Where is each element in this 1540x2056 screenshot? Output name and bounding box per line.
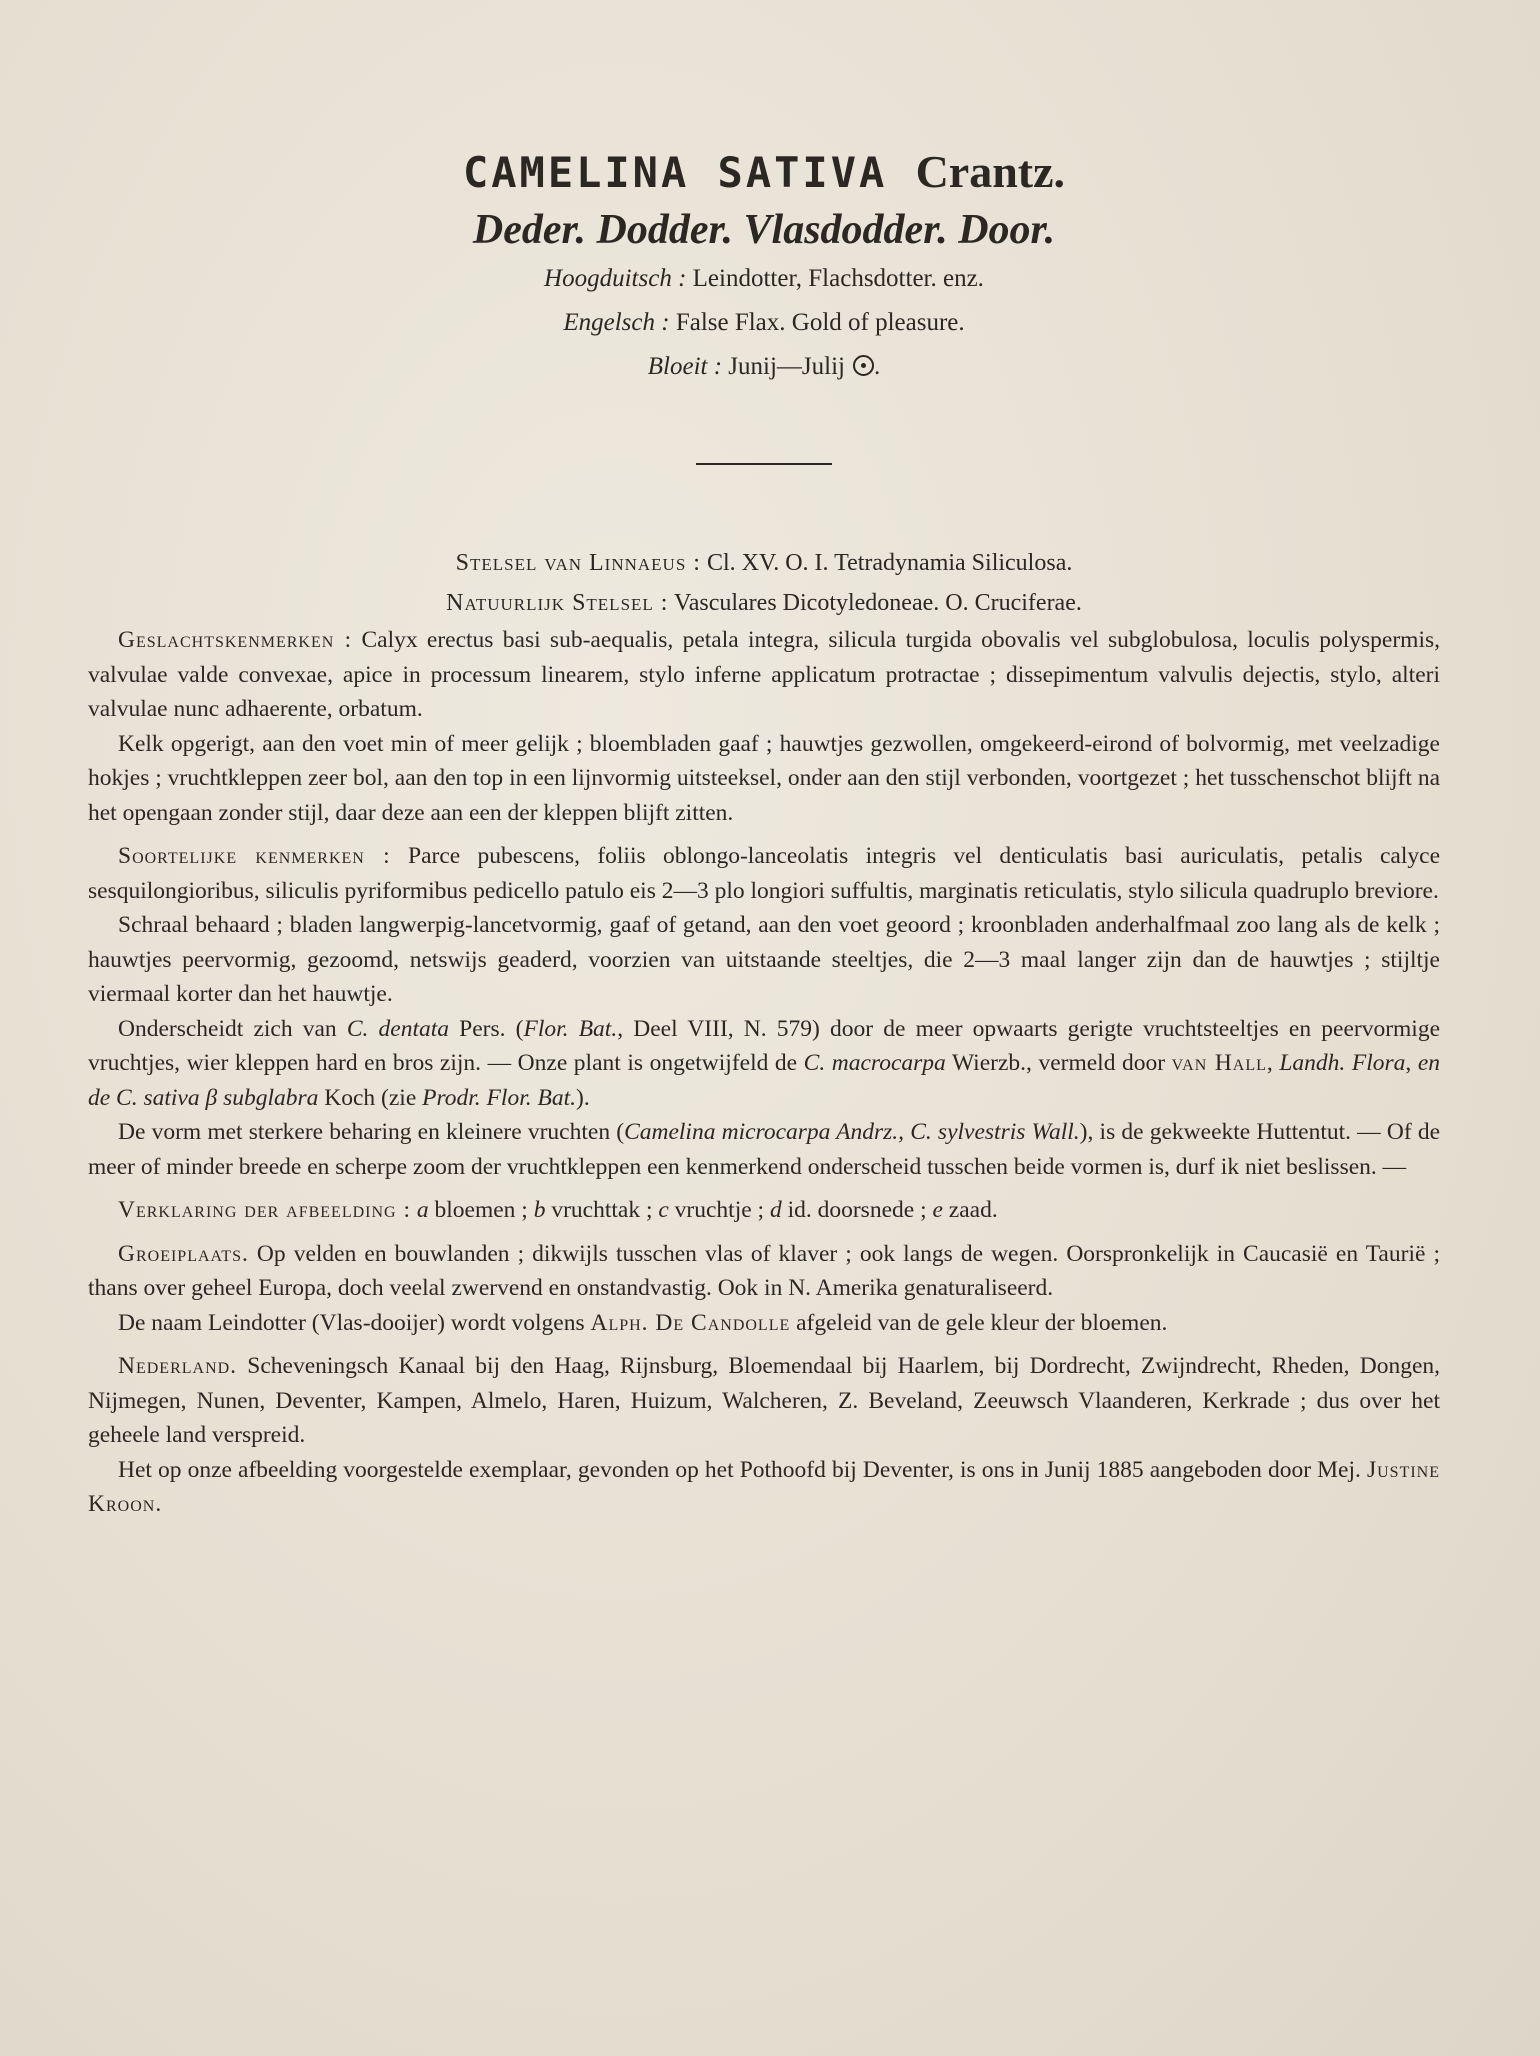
netherlands-paragraph [88, 1349, 1440, 1453]
english-names [88, 301, 1440, 345]
species-characters-text: Parce pubescens, foliis oblongo-lanceolatis integris vel denticulatis basi auriculatis, petalis calyce sesquilongioribus, siliculis pyriformibus pedicello patulo eis 2—3 plo longiori suffultis, marginatis reticulatis, stylo silicula quadruplo breviore. [88, 843, 1440, 904]
figure-key: b [533, 1197, 546, 1223]
linnaeus-label: Stelsel van Linnaeus : [455, 550, 701, 576]
linnaeus-system [88, 543, 1440, 583]
figure-key-text: id. doorsnede ; [787, 1197, 927, 1223]
distinction-text: Pers. ( [459, 1015, 524, 1042]
species-name: CAMELINA SATIVA [462, 148, 888, 197]
species-characters-dutch: Schraal behaard ; bladen langwerpig-lancetvormig, gaaf of getand, aan den voet geoord ; kroonbladen anderhalfmaal zoo lang als de kelk ; hauwtjes peervormig, gezoomd, netswijs geaderd, voorzien van uitstaande steeltjes, die 2—3 maal langer zijn dan de hauwtjes ; stijltje viermaal korter dan het hauwtje. [88, 912, 1440, 1007]
distinction-text: , [1266, 1050, 1273, 1076]
species-characters-latin [88, 839, 1440, 908]
natural-system-value: Vasculares Dicotyledoneae. O. Cruciferae. [674, 590, 1082, 616]
form-text: De vorm met sterkere beharing en kleinere vruchten ( [118, 1119, 625, 1145]
genus-characters-text: Calyx erectus basi sub-aequalis, petala integra, silicula turgida obovalis vel subglobulosa, loculis polyspermis, valvulae valde convexae, apice in processum linearem, stylo inferne applicatum protractae ; dissepimentum valvulis dejectis, stylo, alteri valvulae nunc adhaerente, orbatum. [88, 627, 1440, 722]
linnaeus-value: Cl. XV. O. I. Tetradynamia Siliculosa. [706, 550, 1073, 576]
distinction-text: Onderscheidt zich van [118, 1015, 337, 1042]
name-origin-text: De naam Leindotter (Vlas-dooijer) wordt volgens [118, 1309, 585, 1336]
german-value: Leindotter, Flachsdotter. enz. [692, 265, 984, 292]
distinction-text: ). [576, 1084, 590, 1111]
habitat-label: Groeiplaats. [118, 1240, 249, 1267]
figure-key: a [416, 1197, 429, 1223]
genus-characters-latin [88, 623, 1440, 727]
author-name: van Hall [1171, 1050, 1267, 1076]
specimen-paragraph [88, 1453, 1440, 1522]
literature-ref: Prodr. Flor. Bat. [422, 1084, 576, 1111]
flowering-period: Bloeit : Junij—Julij . [647, 353, 881, 380]
netherlands-label: Nederland. [118, 1353, 238, 1379]
figure-key: e [932, 1197, 943, 1223]
form-text: ), is de gekweekte Huttentut. — Of de meer of minder breede en scherpe zoom der vruchtkleppen een kenmerkend onderscheid tusschen beide vormen is, durf ik niet beslissen. — [88, 1119, 1440, 1180]
species-ref: C. dentata [346, 1015, 450, 1042]
specimen-text: . [155, 1491, 162, 1517]
distinction-text: , [1405, 1050, 1412, 1076]
section-divider [696, 463, 832, 465]
distinction-text: , Deel VIII, N. 579) door de meer opwaarts gerigte vruchtsteeltjes en peervormige vruchtjes, wier kleppen hard en bros zijn. — Onze plant is ongetwijfeld de [88, 1015, 1441, 1076]
distinction-paragraph [88, 1012, 1440, 1116]
bloei-value: Junij—Julij [728, 353, 845, 380]
figure-key-text: vruchttak ; [551, 1197, 653, 1223]
english-label: Engelsch : [563, 309, 670, 336]
habitat-text: Op velden en bouwlanden ; dikwijls tusschen vlas of klaver ; ook langs de wegen. Oorspronkelijk in Caucasië en Taurië ; thans over geheel Europa, doch veelal zwervend en onstandvastig. Ook in N. Amerika genaturaliseerd. [88, 1240, 1440, 1301]
english-value: False Flax. Gold of pleasure. [675, 309, 965, 336]
figure-key-text: bloemen ; [434, 1197, 528, 1223]
donor-name: Justine Kroon [88, 1456, 1441, 1517]
literature-ref: Landh. Flora [1279, 1050, 1406, 1076]
habitat-paragraph [88, 1237, 1440, 1306]
bloei-label: Bloeit : [647, 353, 723, 380]
name-origin-text: afgeleid van de gele kleur der bloemen. [796, 1309, 1168, 1336]
genus-characters-dutch: Kelk opgerigt, aan den voet min of meer gelijk ; bloembladen gaaf ; hauwtjes gezwollen, omgekeerd-eirond of bolvormig, met veelzadige hokjes ; vruchtkleppen zeer bol, aan den top in een lijnvormig uitsteeksel, onder aan den stijl verbonden, voortgezet ; het tusschenschot blijft na het opengaan zonder stijl, daar deze aan een der kleppen blijft zitten. [88, 730, 1440, 826]
figure-key: d [769, 1197, 782, 1223]
species-ref: Camelina microcarpa Andrz., C. sylvestris Wall. [624, 1119, 1080, 1145]
species-ref: C. macrocarpa [803, 1050, 946, 1076]
natural-system [88, 583, 1440, 623]
figure-explanation-label: Verklaring der afbeelding : [118, 1197, 411, 1223]
description-body [88, 543, 1440, 1522]
genus-characters-label: Geslachtskenmerken : [118, 627, 353, 653]
species-title [88, 144, 1440, 201]
german-names [88, 257, 1440, 301]
page-header [88, 144, 1440, 389]
specimen-text: Het op onze afbeelding voorgestelde exemplaar, gevonden op het Pothoofd bij Deventer, is ons in Junij 1885 aangeboden door Mej. [118, 1456, 1361, 1483]
form-paragraph [88, 1115, 1440, 1184]
species-ref: en de C. sativa β subglabra [88, 1050, 1441, 1111]
species-characters-label: Soortelijke kenmerken : [118, 843, 391, 869]
vernacular-names: Deder. Dodder. Vlasdodder. Door. [472, 207, 1056, 253]
netherlands-text: Scheveningsch Kanaal bij den Haag, Rijnsburg, Bloemendaal bij Haarlem, bij Dordrecht, Zwijndrecht, Rheden, Dongen, Nijmegen, Nunen, Deventer, Kampen, Almelo, Haren, Huizum, Walcheren, Z. Beveland, Zeeuwsch Vlaanderen, Kerkrade ; dus over het geheele land verspreid. [88, 1353, 1441, 1448]
german-label: Hoogduitsch : [544, 265, 687, 292]
distinction-text: Koch (zie [324, 1084, 417, 1111]
annual-symbol-icon [853, 355, 874, 376]
distinction-text: Wierzb., vermeld door [951, 1050, 1166, 1076]
document-page [88, 130, 1440, 1522]
figure-key-text: zaad. [948, 1197, 998, 1223]
name-origin-paragraph [88, 1306, 1440, 1341]
literature-ref: Flor. Bat. [523, 1015, 618, 1042]
figure-key-text: vruchtje ; [674, 1197, 765, 1223]
figure-explanation [88, 1193, 1440, 1228]
figure-key: c [658, 1197, 669, 1223]
natural-system-label: Natuurlijk Stelsel : [446, 590, 669, 616]
species-author: Crantz. [915, 146, 1066, 197]
author-name: Alph. De Candolle [590, 1309, 791, 1336]
